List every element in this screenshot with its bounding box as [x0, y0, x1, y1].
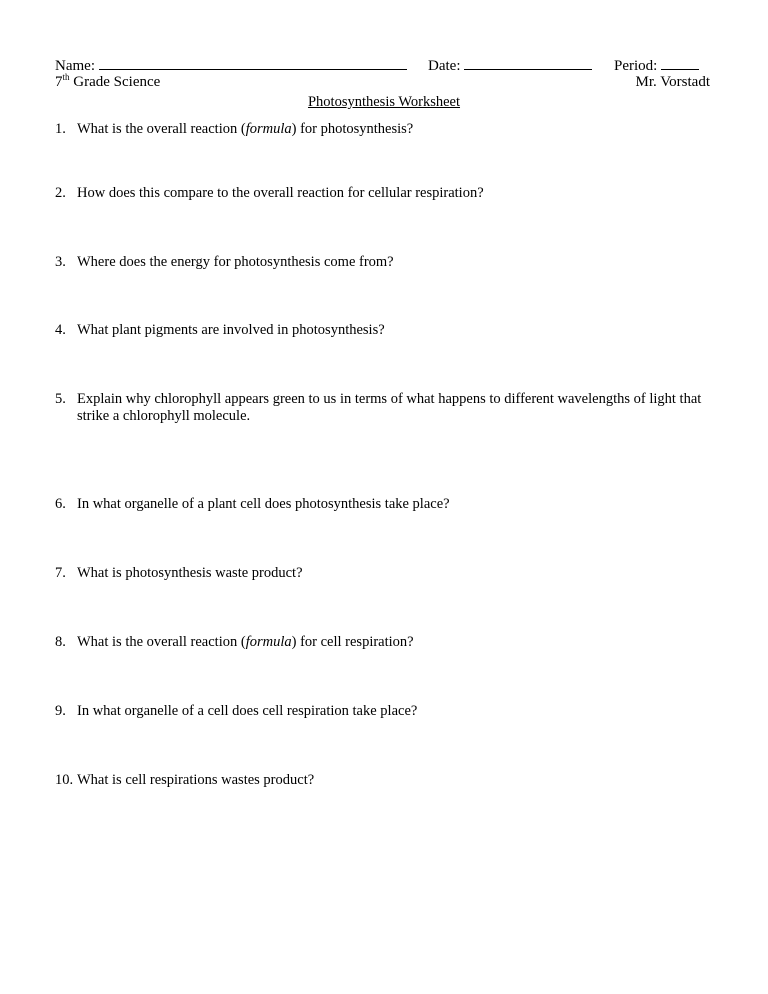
- name-field: [55, 56, 407, 75]
- question-number: 4.: [55, 322, 66, 338]
- question-text: In what organelle of a plant cell does photosynthesis take place?: [77, 496, 450, 512]
- question-number: 2.: [55, 185, 66, 201]
- worksheet-title-text: Photosynthesis Worksheet: [307, 94, 461, 110]
- question-number: 1.: [55, 121, 66, 137]
- question-text: [77, 634, 713, 651]
- name-label: Name:: [55, 58, 95, 74]
- question-number: 7.: [55, 565, 66, 581]
- question-number: 10.: [55, 772, 74, 788]
- period-blank: [661, 56, 699, 70]
- question-text: How does this compare to the overall reaction for cellular respiration?: [77, 185, 484, 201]
- question-number: 6.: [55, 496, 66, 512]
- worksheet-title: [0, 94, 768, 111]
- question-text-part: ) for photosynthesis?: [291, 121, 414, 137]
- question-number: 3.: [55, 254, 66, 270]
- question-text: Where does the energy for photosynthesis come from?: [77, 254, 394, 270]
- grade-number: 7: [55, 74, 63, 90]
- teacher-name: Mr. Vorstadt: [635, 74, 710, 90]
- question-text-part: What is the overall reaction (: [77, 121, 246, 137]
- grade-suffix: th: [62, 72, 70, 82]
- question-text: What is cell respirations wastes product?: [77, 772, 315, 788]
- question-text: In what organelle of a cell does cell respiration take place?: [77, 703, 418, 719]
- date-label: Date:: [428, 58, 461, 74]
- question-text: [77, 121, 713, 138]
- course-name: Grade Science: [69, 74, 161, 90]
- date-blank: [464, 56, 592, 70]
- name-blank: [99, 56, 407, 70]
- question-text: Explain why chlorophyll appears green to us in terms of what happens to different wavelengths of light that strike a chlorophyll molecule.: [77, 391, 702, 424]
- date-field: [428, 56, 592, 75]
- question-number: 8.: [55, 634, 66, 650]
- course-label: [55, 74, 160, 91]
- question-number: 5.: [55, 391, 66, 407]
- period-label: Period:: [614, 58, 658, 74]
- question-text-emphasis: formula: [245, 634, 292, 650]
- question-text-part: ) for cell respiration?: [291, 634, 414, 650]
- period-field: [614, 56, 699, 75]
- question-number: 9.: [55, 703, 66, 719]
- question-text: What plant pigments are involved in photosynthesis?: [77, 322, 385, 338]
- question-text-emphasis: formula: [245, 121, 292, 137]
- question-text: What is photosynthesis waste product?: [77, 565, 303, 581]
- question-text-part: What is the overall reaction (: [77, 634, 246, 650]
